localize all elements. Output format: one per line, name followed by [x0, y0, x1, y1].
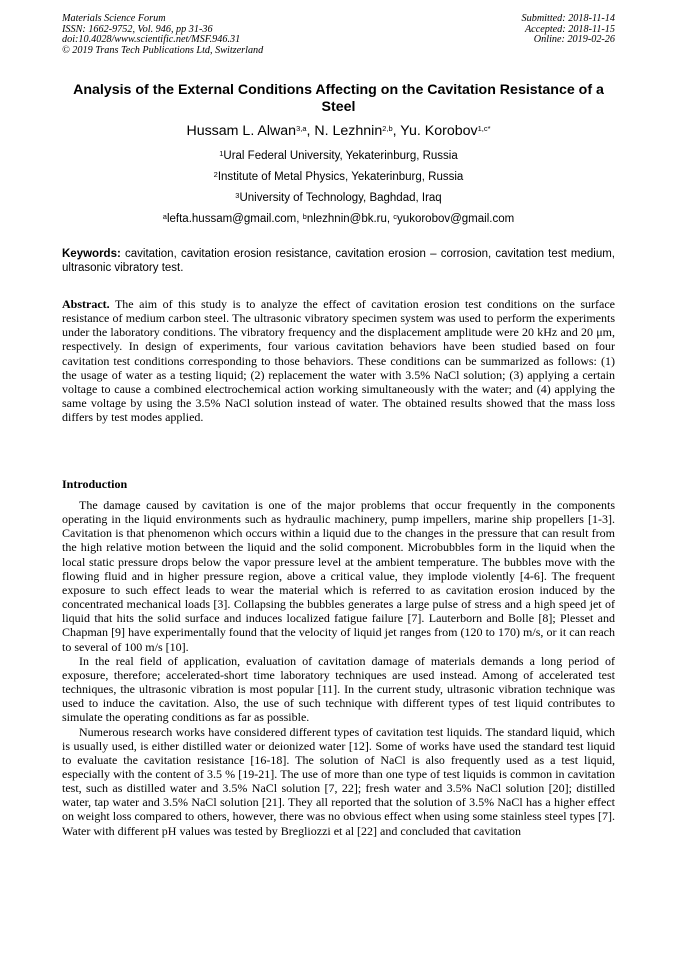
journal-issn: ISSN: 1662-9752, Vol. 946, pp 31-36 — [62, 23, 213, 35]
author-list — [62, 122, 615, 140]
affiliation-superscript: 1 — [219, 149, 224, 158]
author-name: Yu. Korobov — [400, 123, 478, 139]
paragraph: Numerous research works have considered different types of cavitation test liquids. The standard liquid, which is usually used, is either distilled water or deionized water [12]. Some of works have used the standard test liquid to evaluate the cavitation resistance [16-18]. The solution of NaCl is also frequently used as a test liquid, especially with the content of 3.5 % [19-21]. The use of more than one type of test liquids is common in cavitation test, such as distilled water and 3.5% NaCl solution [7, 22]; fresh water and 3.5% NaCl solution [20]; distilled water, tap water and 3.5% NaCl solution [21]. They all reported that the solution of 3.5% NaCl has a higher effect on weight loss compared to others, however, there was no obvious effect when using some stainless steel types [7]. Water with different pH values was tested by Bregliozzi et al [22] and concluded that cavitation — [62, 724, 615, 838]
journal-doi: doi:10.4028/www.scientific.net/MSF.946.31 — [62, 34, 241, 46]
email-address: nlezhnin@bk.ru — [306, 213, 387, 225]
journal-copyright: © 2019 Trans Tech Publications Ltd, Switzerland — [62, 44, 264, 56]
author-superscript: 3,a — [296, 124, 307, 133]
journal-info — [62, 14, 263, 56]
email-separator: , — [386, 213, 394, 225]
journal-name: Materials Science Forum — [62, 13, 166, 24]
introduction-body — [62, 498, 615, 838]
author-emails — [62, 212, 615, 226]
email-address: lefta.hussam@gmail.com — [166, 213, 297, 225]
abstract-label: Abstract. — [62, 297, 110, 311]
affiliation — [62, 149, 615, 163]
author-superscript: 2,b — [382, 124, 393, 133]
publication-dates — [522, 14, 615, 46]
abstract-text: The aim of this study is to analyze the effect of cavitation erosion test conditions on the surface resistance of medium carbon steel. The ultrasonic vibratory specimen system was used to perform the experiments under the laboratory conditions. The vibratory frequency and the displacement amplitude were 20 kHz and 20 μm, respectively. In design of experiments, four various cavitation behaviors have been studied based on four cavitation test conditions corresponding to those behaviors. These conditions can be summarized as follows: (1) the usage of water as a testing liquid; (2) replacement the water with 3.5% NaCl solution; (3) applying a certain voltage to cause a combined electrochemical action working simultaneously with the water; and (4) applying the same voltage by using the 3.5% NaCl solution instead of water. The obtained results showed that the mass loss differs by test modes applied. — [62, 297, 615, 425]
keywords-label: Keywords: — [62, 248, 121, 260]
online-date: Online: 2019-02-26 — [533, 34, 615, 46]
affiliation-superscript: 2 — [213, 170, 218, 179]
keywords-text: cavitation, cavitation erosion resistance, cavitation erosion – corrosion, cavitation test medium, ultrasonic vibratory test. — [62, 248, 615, 274]
email-superscript: b — [302, 212, 307, 221]
submitted-date: Submitted: 2018-11-14 — [521, 13, 615, 24]
author-name: N. Lezhnin — [314, 123, 383, 139]
author-name: Hussam L. Alwan — [186, 123, 297, 139]
paragraph: In the real field of application, evaluation of cavitation damage of materials demands a long period of exposure, therefore; accelerated-short time laboratory techniques are used instead. Among of accelerated test techniques, the ultrasonic vibration is most popular [11]. In the current study, ultrasonic vibration technique was used to induce the cavitation. Also, the use of such technique with different types of test liquid contributes to simulate the operating conditions as far as possible. — [62, 653, 615, 725]
affiliation-text: Institute of Metal Physics, Yekaterinburg, Russia — [217, 171, 464, 183]
keywords — [62, 248, 615, 275]
paper-title: Analysis of the External Conditions Affecting on the Cavitation Resistance of a Steel — [73, 82, 604, 115]
affiliation — [62, 170, 615, 184]
author-separator: , — [306, 123, 315, 139]
author-superscript: 1,c* — [477, 124, 491, 133]
accepted-date: Accepted: 2018-11-15 — [524, 23, 615, 35]
email-address: yukorobov@gmail.com — [397, 213, 515, 225]
affiliation-text: University of Technology, Baghdad, Iraq — [239, 192, 442, 204]
affiliation — [62, 191, 615, 205]
abstract — [62, 297, 615, 424]
affiliation-text: Ural Federal University, Yekaterinburg, Russia — [223, 150, 458, 162]
email-separator: , — [296, 213, 303, 225]
affiliation-superscript: 3 — [235, 191, 240, 200]
author-separator: , — [392, 123, 401, 139]
paragraph: The damage caused by cavitation is one of the major problems that occur frequently in the components operating in the liquid environments such as hydraulic machinery, pump impellers, marine ship propellers [1-3]. Cavitation is that phenomenon which occurs within a liquid due to the changes in the pressure that can result from the high relative motion between the liquid and the solid component. Microbubbles form in the liquid when the local static pressure drops below the vapor pressure level at the ambient temperature. The bubbles move with the flowing fluid and in higher pressure region, above a critical value, they implode violently [4-6]. The frequent exposure to such effect leads to wear the material which is referred to as cavitation erosion induced by the concentrated mechanical loads [3]. Collapsing the bubbles generates a large pulse of stress and a high speed jet of liquid that hits the solid surface and induces localized fatigue failure [7]. Lauterborn and Bolle [8]; Plesset and Chapman [9] have experimentally found that the velocity of liquid jet ranges from (120 to 170) m/s, or it can reach to several of 100 m/s [10]. — [62, 498, 615, 654]
section-heading: Introduction — [62, 477, 128, 491]
email-superscript: c — [393, 212, 398, 221]
email-superscript: a — [162, 212, 167, 221]
